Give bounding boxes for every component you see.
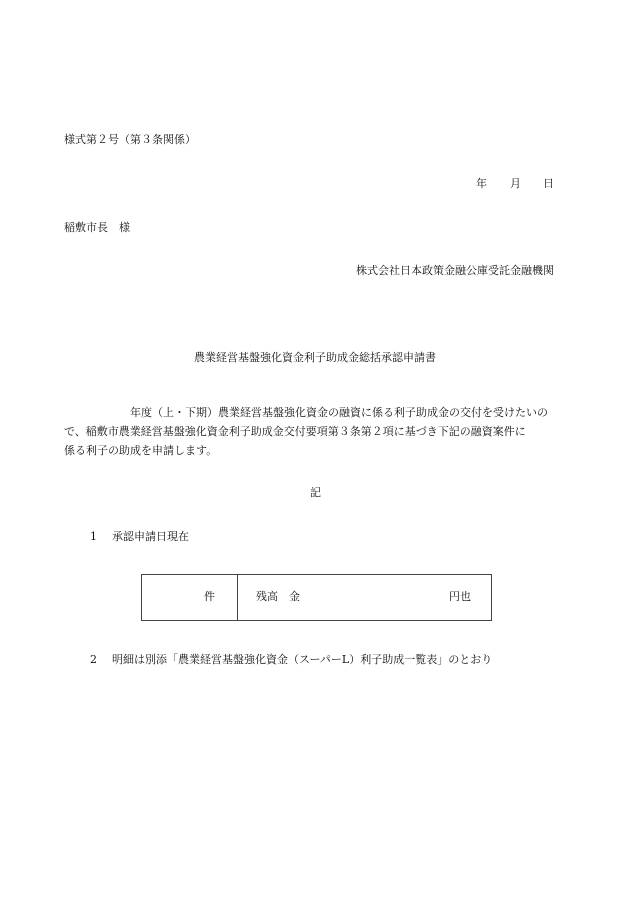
ki-heading: 記 [310, 486, 321, 499]
balance-table [141, 574, 492, 621]
addressee: 稲敷市長 様 [64, 221, 130, 234]
item-label: 明細は別添「農業経営基盤強化資金（スーパーL）利子助成一覧表」のとおり [112, 653, 493, 666]
document-title: 農業経営基盤強化資金利子助成金総括承認申請書 [194, 351, 436, 364]
count-unit: 件 [204, 590, 215, 603]
balance-label: 残高 金 [256, 590, 300, 603]
date-month: 月 [510, 177, 521, 190]
table-divider [237, 575, 238, 620]
applicant: 株式会社日本政策金融公庫受託金融機関 [356, 264, 554, 277]
yen-unit: 円也 [449, 590, 471, 603]
body-line: 年度（上・下期）農業経営基盤強化資金の融資に係る利子助成金の交付を受けたいの [130, 406, 548, 419]
item-number: 2 [90, 653, 97, 666]
item-label: 承認申請日現在 [112, 530, 189, 543]
body-line: で、稲敷市農業経営基盤強化資金利子助成金交付要項第３条第２項に基づき下記の融資案件に [64, 425, 526, 438]
date-day: 日 [543, 177, 554, 190]
form-number: 様式第２号（第３条関係） [64, 133, 196, 146]
item-number: 1 [90, 530, 97, 543]
body-line: 係る利子の助成を申請します。 [64, 444, 218, 457]
date-year: 年 [476, 177, 487, 190]
